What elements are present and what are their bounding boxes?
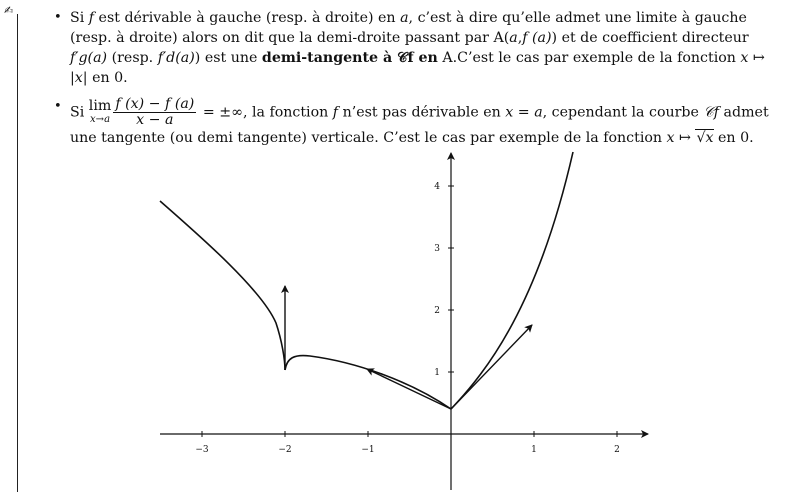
- text: ,: [517, 30, 523, 46]
- text: (resp.: [107, 50, 158, 66]
- fraction-denominator: x − a: [136, 112, 174, 128]
- text: en 0.: [713, 130, 754, 146]
- text: = ±∞, la fonction: [198, 104, 333, 121]
- text: Si: [70, 10, 89, 26]
- bullet-dot: •: [54, 10, 62, 25]
- text: n’est pas dérivable en: [338, 104, 506, 121]
- y-tick-label: 4: [434, 182, 440, 192]
- text: , cependant la courbe: [542, 104, 704, 121]
- curve-middle-branch: [285, 356, 451, 409]
- y-tick-label: 3: [434, 244, 440, 254]
- text: , c’est à dire qu’elle admet une limite à gauche (resp. à droite) alors on dit que la demi-droite passant par A(: [70, 10, 747, 46]
- curve-left-branch: [160, 201, 285, 370]
- lim-word: lim: [88, 97, 112, 114]
- right-half-tangent-arrow: [451, 325, 532, 409]
- math-a: a: [400, 10, 409, 26]
- math-sqrt-x: √x: [696, 130, 714, 146]
- y-tick-label: 1: [434, 368, 440, 378]
- math-x-eq-a: x = a: [505, 104, 543, 121]
- x-tick-label: −1: [361, 445, 375, 455]
- bullet-dot: •: [54, 99, 62, 114]
- x-tick-label: 2: [614, 445, 620, 455]
- text: est dérivable à gauche (resp. à droite) en: [94, 10, 401, 26]
- text: admet une tangente (ou demi tangente) verticale. C’est le cas par exemple de la fonction: [70, 104, 769, 146]
- lim-subscript: x→a: [90, 113, 111, 125]
- math-cf: 𝒞f: [703, 104, 720, 121]
- fraction-numerator: f (x) − f (a): [115, 96, 195, 112]
- pencil-hand-icon: ✍: [4, 4, 14, 17]
- math-a: a: [509, 30, 518, 46]
- text: ) est une: [194, 50, 262, 66]
- curve-right-branch: [451, 152, 573, 409]
- math-f: f: [88, 10, 95, 26]
- math-abs-map: x ↦ |x|: [70, 50, 765, 86]
- x-tick-label: −2: [278, 445, 292, 455]
- y-tick-label: 2: [434, 306, 440, 316]
- math-map: x ↦: [666, 130, 696, 146]
- x-tick-label: 1: [531, 445, 537, 455]
- math-fa: f (a): [522, 30, 552, 46]
- text: en 0.: [87, 70, 128, 86]
- x-tick-label: −3: [195, 445, 209, 455]
- math-f: f: [332, 104, 339, 121]
- bold-term: demi-tangente à 𝒞f en: [261, 50, 438, 66]
- text: ) et de coefficient directeur: [551, 30, 749, 46]
- text: A.C’est le cas par exemple de la fonction: [437, 50, 741, 66]
- math-fd-prime: f′d(a): [157, 50, 195, 66]
- text: Si: [70, 104, 89, 121]
- math-fg-prime: f′g(a): [70, 50, 108, 66]
